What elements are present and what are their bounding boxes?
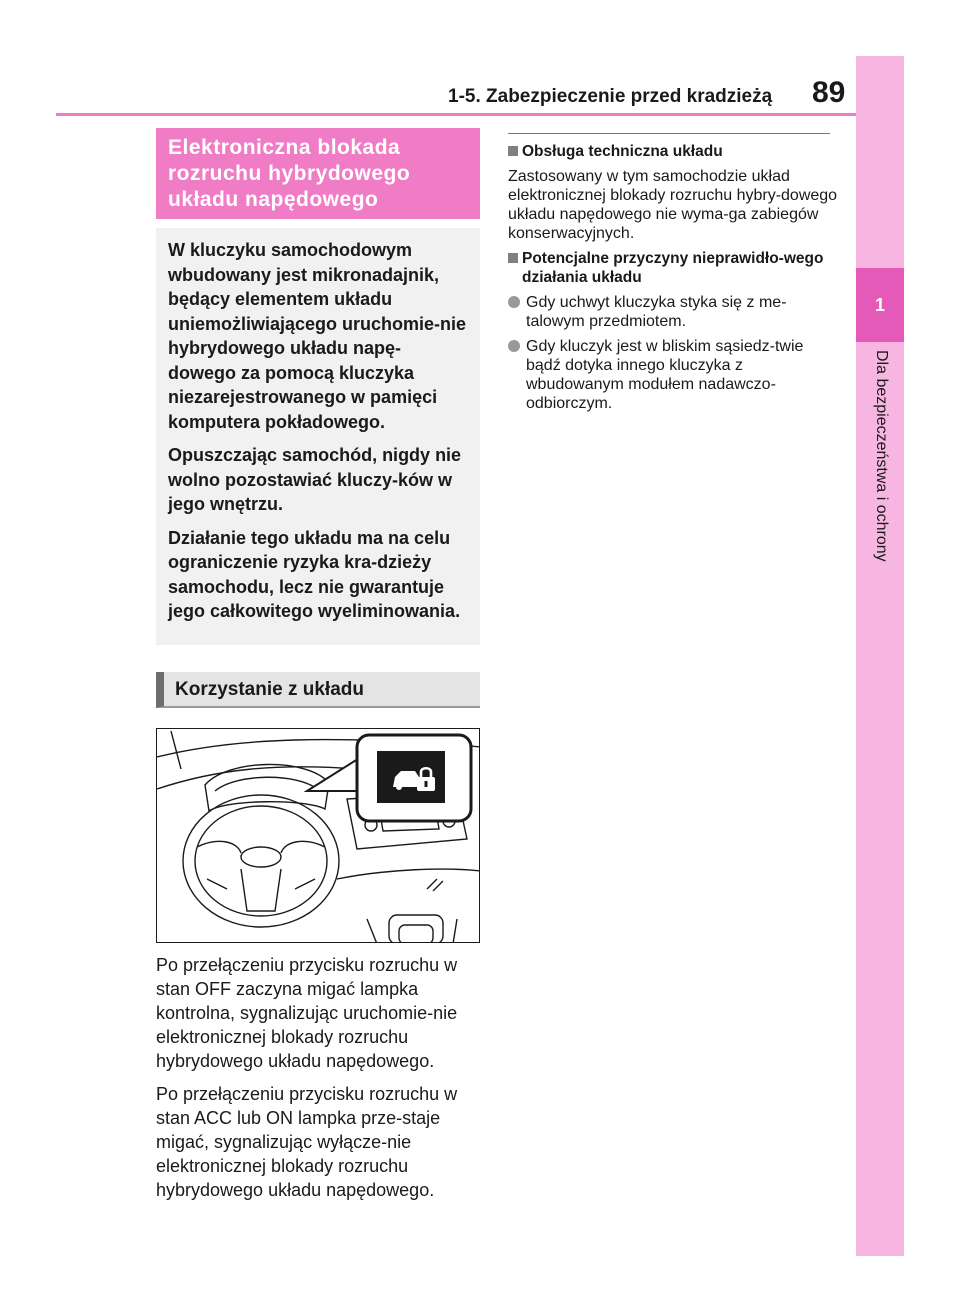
- cause-text: Gdy uchwyt kluczyka styka się z me-talowym przedmiotem.: [526, 294, 787, 330]
- heading-line: rozruchu hybrydowego: [168, 162, 411, 185]
- square-bullet-icon: [508, 253, 518, 263]
- subsection-heading: Korzystanie z układu: [156, 672, 480, 708]
- intro-paragraph: Opuszczając samochód, nigdy nie wolno pozostawiać kluczy-ków w jego wnętrzu.: [168, 445, 462, 514]
- cause-item: [508, 337, 838, 413]
- page-number: 89: [812, 76, 846, 109]
- column-divider: [508, 133, 830, 134]
- maintenance-heading: [508, 142, 838, 161]
- intro-paragraph: W kluczyku samochodowym wbudowany jest mikronadajnik, będący elementem układu uniemożliwiającego uruchomie-nie hybrydowego układu napę-dowego za pomocą kluczyka niezarejestrowanego w pamięci komputera pokładowego.: [168, 240, 467, 432]
- side-tab-strip: [856, 56, 904, 1256]
- causes-title: Potencjalne przyczyny nieprawidło-wego działania układu: [522, 250, 824, 286]
- body-paragraph: Po przełączeniu przycisku rozruchu w stan OFF zaczyna migać lampka kontrolna, sygnalizując uruchomie-nie elektronicznej blokady rozruchu hybrydowego układu napędowego.: [156, 955, 458, 1071]
- section-title: 1-5. Zabezpieczenie przed kradzieżą: [448, 86, 773, 107]
- body-paragraph: Po przełączeniu przycisku rozruchu w stan ACC lub ON lampka prze-staje migać, sygnalizując wyłącze-nie elektronicznej blokady rozruchu hybrydowego układu napędowego.: [156, 1084, 458, 1200]
- header-divider: [56, 113, 856, 116]
- cause-item: [508, 293, 838, 331]
- chapter-label: Dla bezpieczeństwa i ochrony: [873, 350, 890, 562]
- circle-bullet-icon: [508, 296, 520, 308]
- notes-column: [508, 142, 838, 419]
- causes-heading: [508, 249, 838, 287]
- circle-bullet-icon: [508, 340, 520, 352]
- intro-box: [156, 228, 480, 645]
- chapter-tab[interactable]: 1: [856, 268, 904, 342]
- heading-line: układu napędowego: [168, 188, 379, 211]
- maintenance-title: Obsługa techniczna układu: [522, 143, 723, 160]
- dashboard-drawing: [157, 729, 480, 943]
- heading-line: Elektroniczna blokada: [168, 136, 401, 159]
- intro-paragraph: Działanie tego układu ma na celu ograniczenie ryzyka kra-dzieży samochodu, lecz nie gwarantuje jego całkowitego wyeliminowania.: [168, 527, 461, 621]
- dashboard-illustration: [156, 728, 480, 943]
- cause-text: Gdy kluczyk jest w bliskim sąsiedz-twie bądź dotyka innego kluczyka z wbudowanym modułem nadawczo-odbiorczym.: [526, 338, 804, 412]
- square-bullet-icon: [508, 146, 518, 156]
- maintenance-text: Zastosowany w tym samochodzie układ elektronicznej blokady rozruchu hybry-dowego układu napędowego nie wyma-ga zabiegów konserwacyjnych.: [508, 168, 838, 242]
- usage-text: [156, 953, 480, 1211]
- section-heading: [156, 128, 480, 219]
